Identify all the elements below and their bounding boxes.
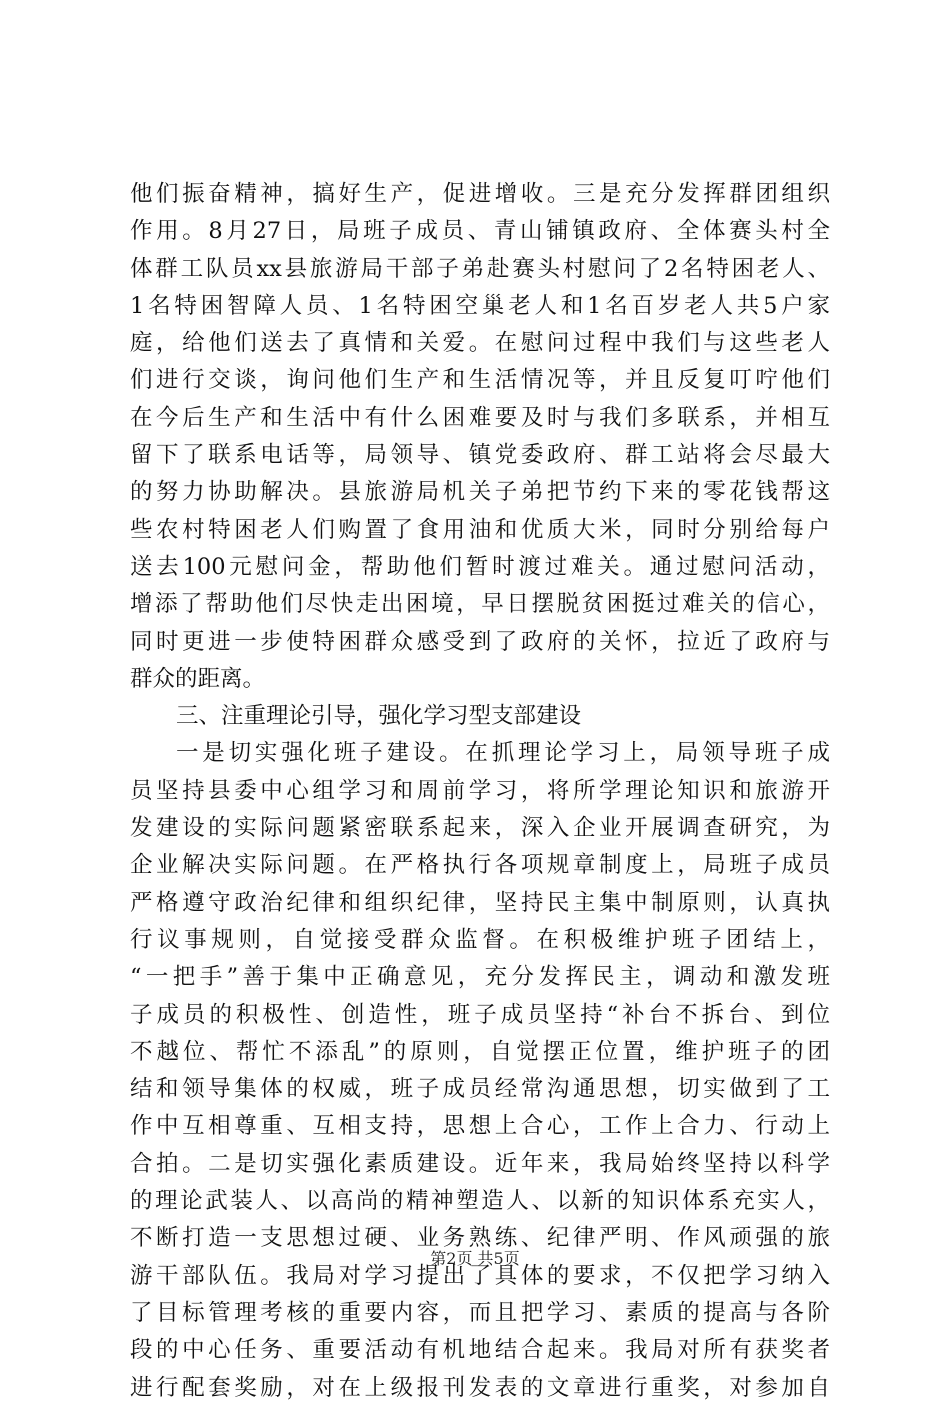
text-line: 游干部队伍。我局对学习提出了具体的要求，不仅把学习纳入 xyxy=(130,1262,830,1289)
text-line: 企业解决实际问题。在严格执行各项规章制度上，局班子成员 xyxy=(130,852,830,879)
paragraph-2 xyxy=(130,735,830,1406)
text-line: 他们振奋精神，搞好生产，促进增收。三是充分发挥群团组织 xyxy=(130,181,830,207)
text-line: 行议事规则，自觉接受群众监督。在积极维护班子团结上， xyxy=(130,926,830,953)
text-line: “一把手”善于集中正确意见，充分发挥民主，调动和激发班 xyxy=(130,964,830,991)
text-line: 留下了联系电话等，局领导、镇党委政府、群工站将会尽最大 xyxy=(130,442,830,469)
text-line: 1名特困智障人员、1名特困空巢老人和1名百岁老人共5户家 xyxy=(130,292,830,319)
text-line: 的努力协助解决。县旅游局机关子弟把节约下来的零花钱帮这 xyxy=(130,479,830,506)
text-line: 合拍。二是切实强化素质建设。近年来，我局始终坚持以科学 xyxy=(130,1150,830,1177)
text-line: 段的中心任务、重要活动有机地结合起来。我局对所有获奖者 xyxy=(130,1337,830,1364)
text-line: 结和领导集体的权威，班子成员经常沟通思想，切实做到了工 xyxy=(130,1076,830,1103)
document-body xyxy=(130,176,830,1407)
text-line: 们进行交谈，询问他们生产和生活情况等，并且反复叮咛他们 xyxy=(130,367,830,394)
text-line: 了目标管理考核的重要内容，而且把学习、素质的提高与各阶 xyxy=(130,1299,830,1326)
text-line: 庭，给他们送去了真情和关爱。在慰问过程中我们与这些老人 xyxy=(130,330,830,357)
text-line: 一是切实强化班子建设。在抓理论学习上，局领导班子成 xyxy=(176,740,830,767)
text-line: 发建设的实际问题紧密联系起来，深入企业开展调查研究，为 xyxy=(130,815,830,842)
text-line: 作用。8月27日，局班子成员、青山铺镇政府、全体赛头村全 xyxy=(130,218,830,245)
text-line: 作中互相尊重、互相支持，思想上合心，工作上合力、行动上 xyxy=(130,1113,830,1140)
text-line: 增添了帮助他们尽快走出困境，早日摆脱贫困挺过难关的信心， xyxy=(130,591,830,618)
text-line: 送去100元慰问金，帮助他们暂时渡过难关。通过慰问活动， xyxy=(130,553,830,580)
text-line: 子成员的积极性、创造性，班子成员坚持“补台不拆台、到位 xyxy=(130,1001,830,1028)
text-line: 体群工队员xx县旅游局干部子弟赴赛头村慰问了2名特困老人、 xyxy=(130,255,830,282)
text-line: 同时更进一步使特困群众感受到了政府的关怀，拉近了政府与 xyxy=(130,628,830,655)
text-line: 不越位、帮忙不添乱”的原则，自觉摆正位置，维护班子的团 xyxy=(130,1038,830,1065)
page-indicator: 第2页 共5页 xyxy=(430,1249,520,1268)
text-line: 些农村特困老人们购置了食用油和优质大米，同时分别给每户 xyxy=(130,516,830,543)
text-line: 的理论武装人、以高尚的精神塑造人、以新的知识体系充实人， xyxy=(130,1188,830,1215)
section-heading: 三、注重理论引导，强化学习型支部建设 xyxy=(176,703,582,730)
text-line: 不断打造一支思想过硬、业务熟练、纪律严明、作风顽强的旅 xyxy=(130,1225,830,1252)
text-line: 进行配套奖励，对在上级报刊发表的文章进行重奖，对参加自 xyxy=(130,1374,830,1401)
text-line: 严格遵守政治纪律和组织纪律，坚持民主集中制原则，认真执 xyxy=(130,889,830,916)
text-line: 在今后生产和生活中有什么困难要及时与我们多联系，并相互 xyxy=(130,404,830,431)
text-line: 群众的距离。 xyxy=(130,665,266,692)
paragraph-1 xyxy=(130,176,830,698)
text-line: 员坚持县委中心组学习和周前学习，将所学理论知识和旅游开 xyxy=(130,777,830,804)
